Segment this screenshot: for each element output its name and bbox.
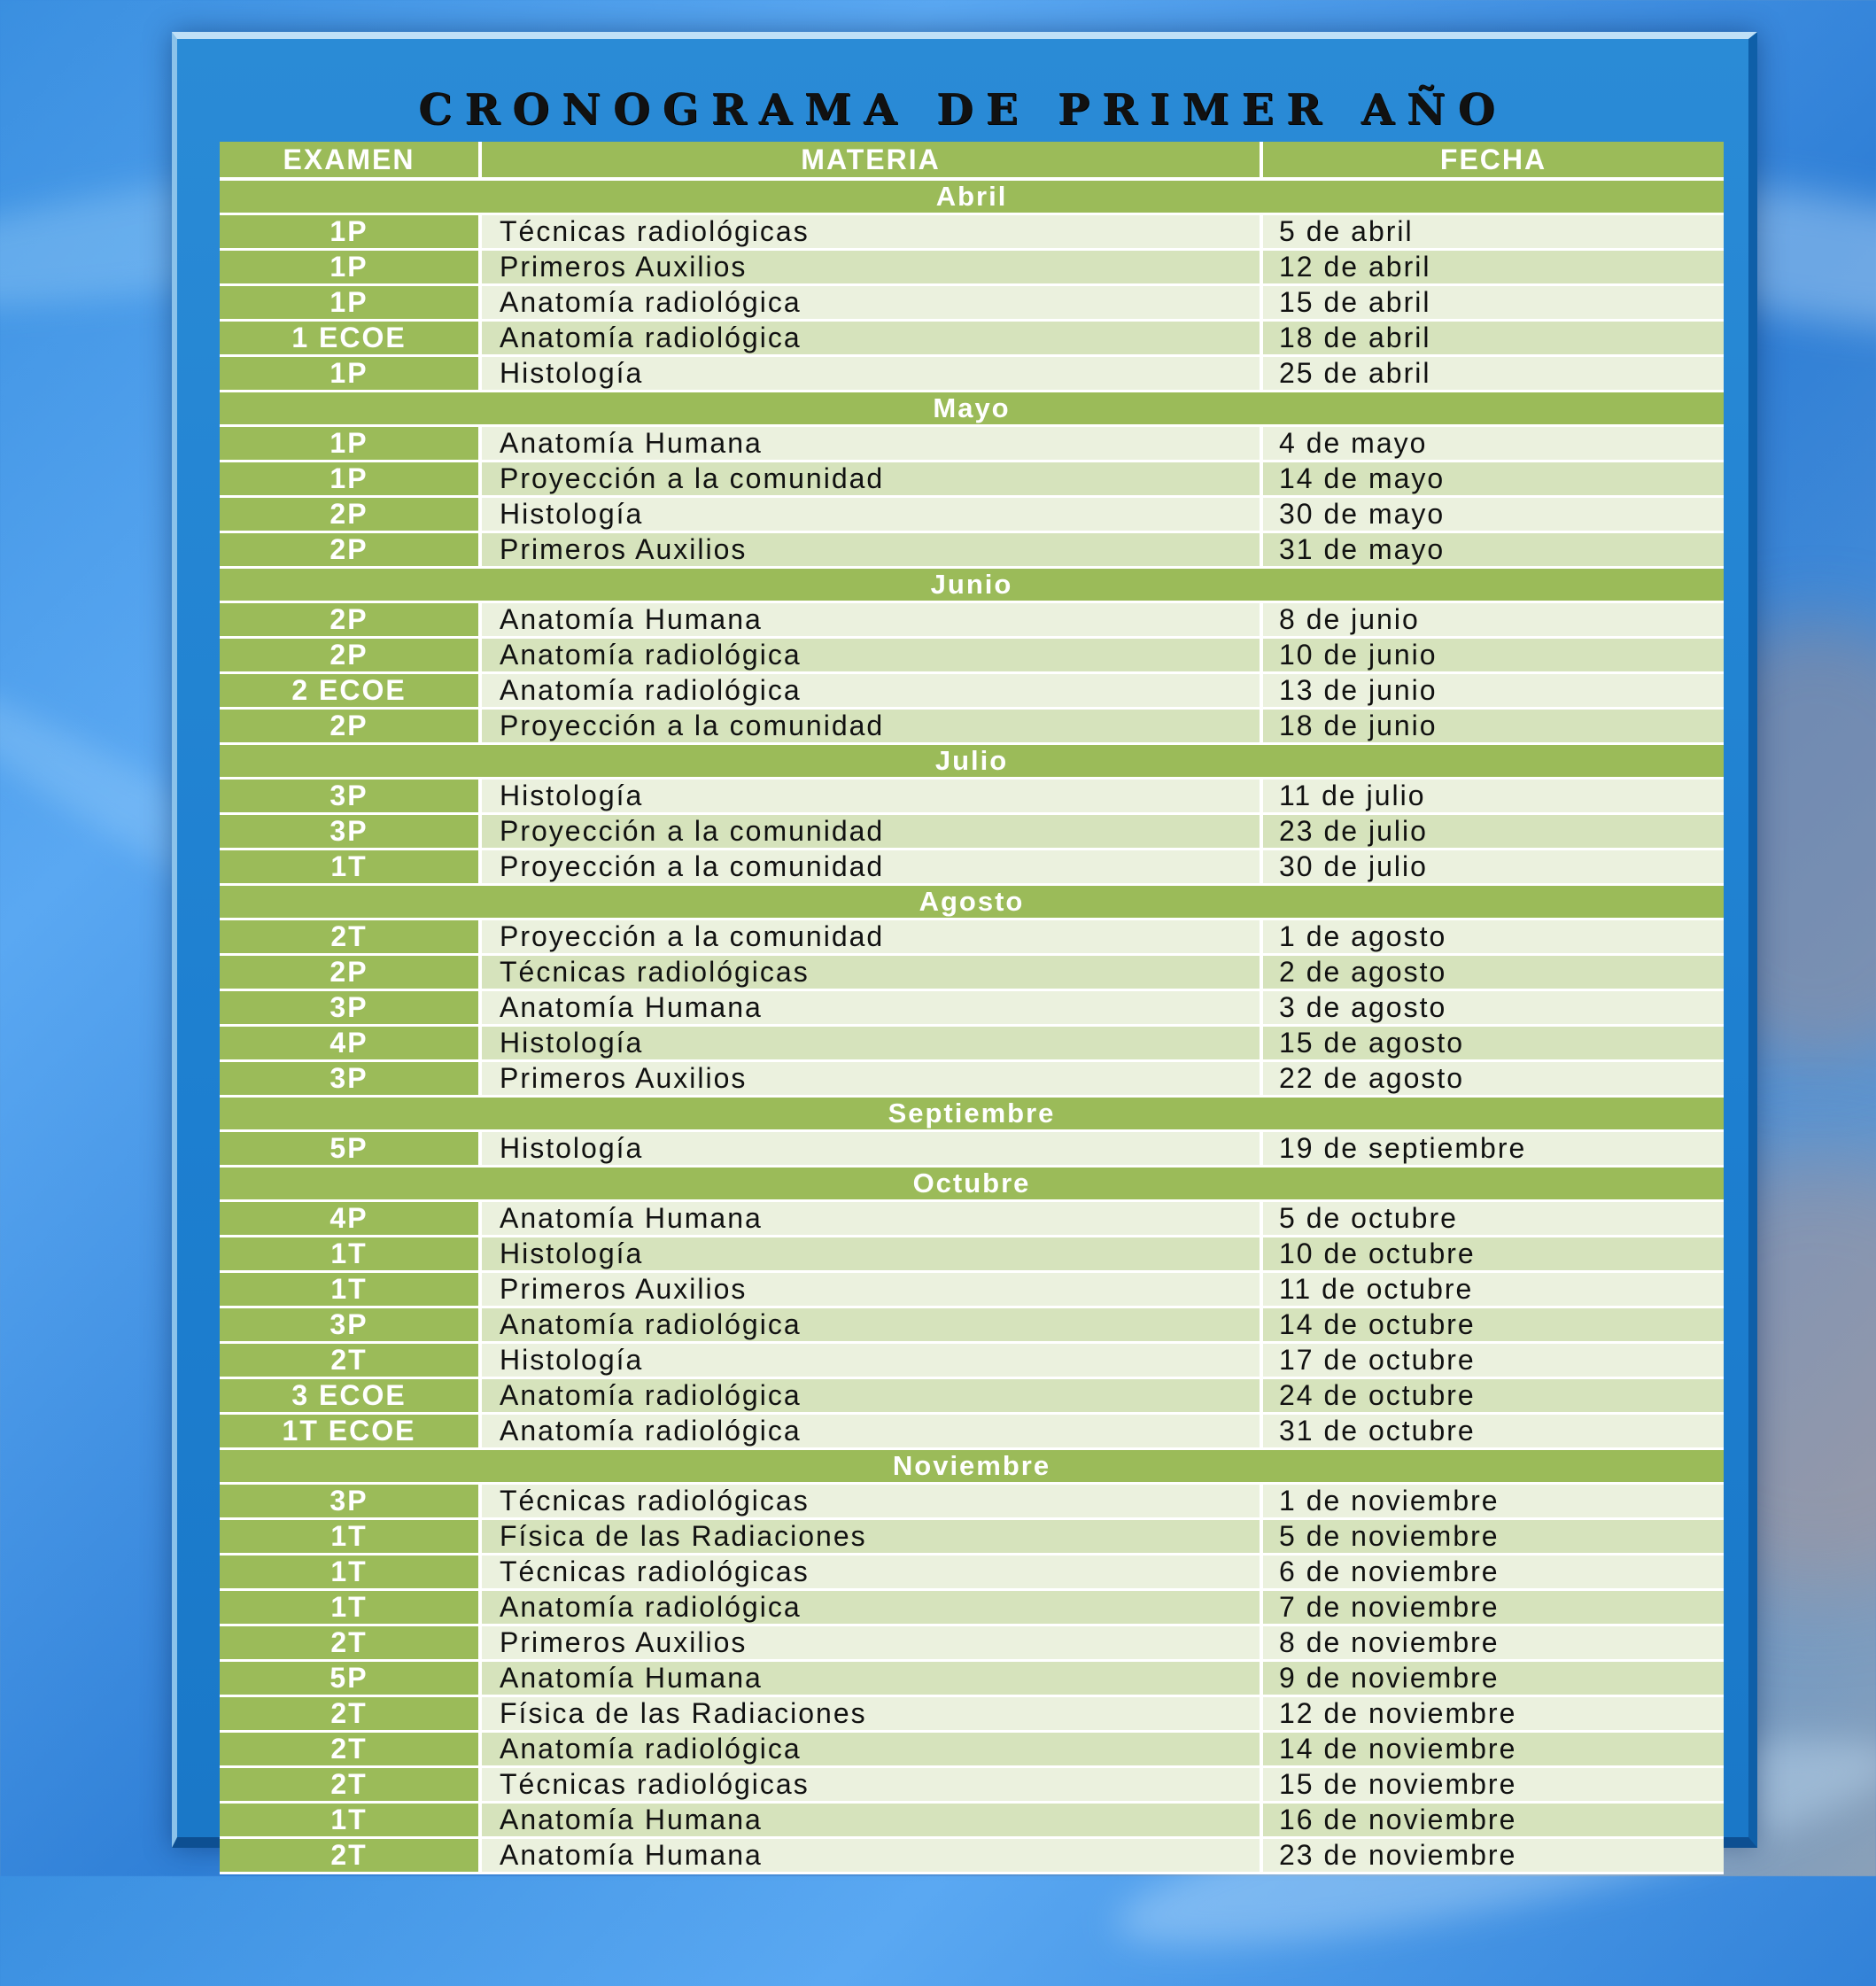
table-row — [220, 849, 1724, 885]
exam-cell: 1T — [220, 1519, 480, 1555]
month-row — [220, 568, 1724, 602]
table-row — [220, 1237, 1724, 1272]
exam-cell: 1T — [220, 1237, 480, 1272]
table-row — [220, 321, 1724, 356]
subject-cell: Primeros Auxilios — [480, 250, 1261, 285]
schedule-table — [220, 142, 1724, 1874]
exam-cell: 2P — [220, 955, 480, 990]
exam-cell: 5P — [220, 1661, 480, 1696]
table-row — [220, 990, 1724, 1026]
table-row — [220, 532, 1724, 568]
month-label: Junio — [220, 568, 1724, 602]
exam-cell: 1 ECOE — [220, 321, 480, 356]
header-examen: EXAMEN — [220, 142, 480, 179]
exam-cell: 2T — [220, 1343, 480, 1378]
date-cell: 6 de noviembre — [1261, 1555, 1724, 1590]
date-cell: 7 de noviembre — [1261, 1590, 1724, 1625]
subject-cell: Anatomía radiológica — [480, 285, 1261, 321]
date-cell: 31 de octubre — [1261, 1414, 1724, 1449]
date-cell: 30 de mayo — [1261, 497, 1724, 532]
date-cell: 4 de mayo — [1261, 426, 1724, 462]
subject-cell: Física de las Radiaciones — [480, 1696, 1261, 1732]
exam-cell: 1T — [220, 1590, 480, 1625]
subject-cell: Histología — [480, 1237, 1261, 1272]
table-row — [220, 1590, 1724, 1625]
exam-cell: 1T — [220, 1272, 480, 1307]
table-row — [220, 1307, 1724, 1343]
subject-cell: Histología — [480, 1131, 1261, 1167]
date-cell: 23 de julio — [1261, 814, 1724, 849]
exam-cell: 1T — [220, 1555, 480, 1590]
exam-cell: 2P — [220, 638, 480, 673]
date-cell: 18 de junio — [1261, 709, 1724, 744]
subject-cell: Histología — [480, 1026, 1261, 1061]
schedule-table-container — [220, 142, 1724, 1874]
table-row — [220, 1661, 1724, 1696]
exam-cell: 1T — [220, 849, 480, 885]
table-row — [220, 1803, 1724, 1838]
table-row — [220, 1732, 1724, 1767]
date-cell: 17 de octubre — [1261, 1343, 1724, 1378]
subject-cell: Anatomía Humana — [480, 1661, 1261, 1696]
table-row — [220, 1061, 1724, 1097]
exam-cell: 2T — [220, 1838, 480, 1874]
date-cell: 13 de junio — [1261, 673, 1724, 709]
date-cell: 24 de octubre — [1261, 1378, 1724, 1414]
date-cell: 14 de octubre — [1261, 1307, 1724, 1343]
subject-cell: Técnicas radiológicas — [480, 214, 1261, 250]
header-materia: MATERIA — [480, 142, 1261, 179]
exam-cell: 2T — [220, 1767, 480, 1803]
month-row — [220, 1097, 1724, 1131]
subject-cell: Anatomía radiológica — [480, 321, 1261, 356]
month-row — [220, 1449, 1724, 1484]
month-row — [220, 179, 1724, 214]
date-cell: 5 de noviembre — [1261, 1519, 1724, 1555]
table-row — [220, 1026, 1724, 1061]
schedule-body — [220, 179, 1724, 1874]
subject-cell: Técnicas radiológicas — [480, 1767, 1261, 1803]
table-row — [220, 214, 1724, 250]
month-label: Noviembre — [220, 1449, 1724, 1484]
subject-cell: Primeros Auxilios — [480, 532, 1261, 568]
table-row — [220, 779, 1724, 814]
table-row — [220, 1767, 1724, 1803]
subject-cell: Anatomía Humana — [480, 426, 1261, 462]
date-cell: 1 de noviembre — [1261, 1484, 1724, 1519]
exam-cell: 1P — [220, 285, 480, 321]
exam-cell: 4P — [220, 1201, 480, 1237]
exam-cell: 4P — [220, 1026, 480, 1061]
subject-cell: Anatomía Humana — [480, 1838, 1261, 1874]
exam-cell: 3P — [220, 1061, 480, 1097]
month-label: Julio — [220, 744, 1724, 779]
date-cell: 3 de agosto — [1261, 990, 1724, 1026]
table-row — [220, 673, 1724, 709]
exam-cell: 2P — [220, 532, 480, 568]
exam-cell: 3P — [220, 1484, 480, 1519]
date-cell: 10 de octubre — [1261, 1237, 1724, 1272]
exam-cell: 1P — [220, 426, 480, 462]
table-row — [220, 356, 1724, 392]
date-cell: 15 de abril — [1261, 285, 1724, 321]
subject-cell: Histología — [480, 779, 1261, 814]
exam-cell: 2T — [220, 1625, 480, 1661]
page-title: CRONOGRAMA DE PRIMER AÑO — [418, 85, 1508, 135]
exam-cell: 2 ECOE — [220, 673, 480, 709]
date-cell: 1 de agosto — [1261, 919, 1724, 955]
month-row — [220, 1167, 1724, 1201]
table-row — [220, 709, 1724, 744]
table-row — [220, 426, 1724, 462]
subject-cell: Anatomía radiológica — [480, 1732, 1261, 1767]
date-cell: 25 de abril — [1261, 356, 1724, 392]
table-row — [220, 1201, 1724, 1237]
subject-cell: Primeros Auxilios — [480, 1061, 1261, 1097]
month-label: Mayo — [220, 392, 1724, 426]
subject-cell: Técnicas radiológicas — [480, 1555, 1261, 1590]
subject-cell: Proyección a la comunidad — [480, 814, 1261, 849]
month-row — [220, 885, 1724, 919]
date-cell: 15 de noviembre — [1261, 1767, 1724, 1803]
table-row — [220, 497, 1724, 532]
date-cell: 12 de noviembre — [1261, 1696, 1724, 1732]
month-label: Septiembre — [220, 1097, 1724, 1131]
table-row — [220, 638, 1724, 673]
subject-cell: Anatomía radiológica — [480, 1414, 1261, 1449]
table-row — [220, 1378, 1724, 1414]
subject-cell: Anatomía Humana — [480, 1201, 1261, 1237]
subject-cell: Anatomía Humana — [480, 1803, 1261, 1838]
date-cell: 5 de abril — [1261, 214, 1724, 250]
table-row — [220, 462, 1724, 497]
subject-cell: Proyección a la comunidad — [480, 462, 1261, 497]
month-row — [220, 744, 1724, 779]
date-cell: 11 de julio — [1261, 779, 1724, 814]
table-header-row — [220, 142, 1724, 179]
subject-cell: Primeros Auxilios — [480, 1272, 1261, 1307]
table-row — [220, 1414, 1724, 1449]
table-row — [220, 1272, 1724, 1307]
exam-cell: 1P — [220, 214, 480, 250]
exam-cell: 1P — [220, 462, 480, 497]
table-row — [220, 1519, 1724, 1555]
header-fecha: FECHA — [1261, 142, 1724, 179]
date-cell: 15 de agosto — [1261, 1026, 1724, 1061]
month-label: Octubre — [220, 1167, 1724, 1201]
schedule-panel — [172, 32, 1757, 1871]
date-cell: 8 de junio — [1261, 602, 1724, 638]
subject-cell: Anatomía Humana — [480, 602, 1261, 638]
exam-cell: 3P — [220, 814, 480, 849]
table-row — [220, 1131, 1724, 1167]
table-row — [220, 1838, 1724, 1874]
date-cell: 2 de agosto — [1261, 955, 1724, 990]
exam-cell: 1T — [220, 1803, 480, 1838]
subject-cell: Anatomía radiológica — [480, 673, 1261, 709]
table-row — [220, 1696, 1724, 1732]
table-row — [220, 1555, 1724, 1590]
date-cell: 14 de noviembre — [1261, 1732, 1724, 1767]
date-cell: 11 de octubre — [1261, 1272, 1724, 1307]
subject-cell: Anatomía radiológica — [480, 638, 1261, 673]
date-cell: 16 de noviembre — [1261, 1803, 1724, 1838]
date-cell: 22 de agosto — [1261, 1061, 1724, 1097]
table-row — [220, 602, 1724, 638]
subject-cell: Anatomía Humana — [480, 990, 1261, 1026]
exam-cell: 5P — [220, 1131, 480, 1167]
date-cell: 19 de septiembre — [1261, 1131, 1724, 1167]
subject-cell: Física de las Radiaciones — [480, 1519, 1261, 1555]
month-label: Abril — [220, 179, 1724, 214]
exam-cell: 2T — [220, 1732, 480, 1767]
subject-cell: Anatomía radiológica — [480, 1307, 1261, 1343]
date-cell: 5 de octubre — [1261, 1201, 1724, 1237]
exam-cell: 3P — [220, 990, 480, 1026]
subject-cell: Técnicas radiológicas — [480, 955, 1261, 990]
exam-cell: 1T ECOE — [220, 1414, 480, 1449]
exam-cell: 3P — [220, 779, 480, 814]
subject-cell: Primeros Auxilios — [480, 1625, 1261, 1661]
table-row — [220, 1343, 1724, 1378]
subject-cell: Histología — [480, 356, 1261, 392]
table-row — [220, 250, 1724, 285]
exam-cell: 3P — [220, 1307, 480, 1343]
date-cell: 10 de junio — [1261, 638, 1724, 673]
table-row — [220, 919, 1724, 955]
date-cell: 23 de noviembre — [1261, 1838, 1724, 1874]
subject-cell: Técnicas radiológicas — [480, 1484, 1261, 1519]
date-cell: 30 de julio — [1261, 849, 1724, 885]
subject-cell: Histología — [480, 1343, 1261, 1378]
table-row — [220, 1484, 1724, 1519]
exam-cell: 2T — [220, 919, 480, 955]
table-row — [220, 814, 1724, 849]
exam-cell: 1P — [220, 250, 480, 285]
subject-cell: Histología — [480, 497, 1261, 532]
table-row — [220, 1625, 1724, 1661]
subject-cell: Proyección a la comunidad — [480, 919, 1261, 955]
exam-cell: 2P — [220, 497, 480, 532]
date-cell: 31 de mayo — [1261, 532, 1724, 568]
date-cell: 18 de abril — [1261, 321, 1724, 356]
subject-cell: Anatomía radiológica — [480, 1590, 1261, 1625]
subject-cell: Anatomía radiológica — [480, 1378, 1261, 1414]
date-cell: 9 de noviembre — [1261, 1661, 1724, 1696]
month-label: Agosto — [220, 885, 1724, 919]
table-row — [220, 955, 1724, 990]
table-row — [220, 285, 1724, 321]
exam-cell: 2P — [220, 602, 480, 638]
date-cell: 8 de noviembre — [1261, 1625, 1724, 1661]
exam-cell: 2P — [220, 709, 480, 744]
exam-cell: 3 ECOE — [220, 1378, 480, 1414]
date-cell: 12 de abril — [1261, 250, 1724, 285]
exam-cell: 1P — [220, 356, 480, 392]
exam-cell: 2T — [220, 1696, 480, 1732]
month-row — [220, 392, 1724, 426]
subject-cell: Proyección a la comunidad — [480, 709, 1261, 744]
date-cell: 14 de mayo — [1261, 462, 1724, 497]
subject-cell: Proyección a la comunidad — [480, 849, 1261, 885]
